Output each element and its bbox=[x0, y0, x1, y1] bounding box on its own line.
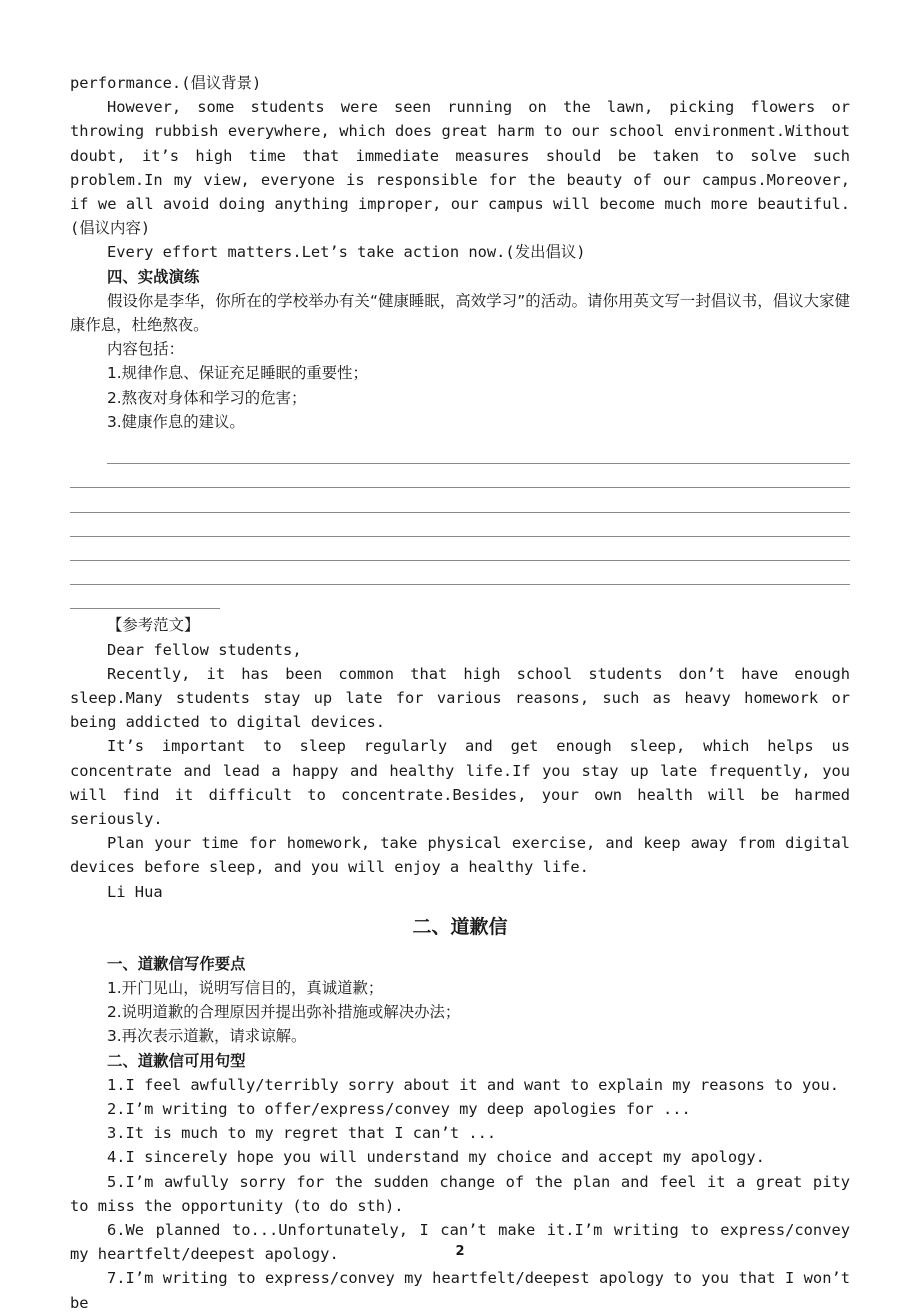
sample-signature: Li Hua bbox=[107, 882, 163, 901]
answer-line[interactable] bbox=[107, 440, 850, 464]
sentence-item: 3.It is much to my regret that I can’t ... bbox=[107, 1124, 497, 1143]
points-heading: 一、道歉信写作要点 bbox=[107, 954, 246, 973]
point-item: 2.说明道歉的合理原因并提出弥补措施或解决办法； bbox=[107, 1003, 461, 1022]
sample-paragraph: Plan your time for homework, take physical exercise, and keep away from digital devices before sleep, and you will enjoy a healthy life. bbox=[70, 834, 850, 877]
page-content bbox=[70, 71, 850, 1315]
answer-line[interactable] bbox=[70, 513, 850, 537]
sentence-item: 5.I’m awfully sorry for the sudden change of the plan and feel it a great pity to miss the opportunity (to do sth). bbox=[70, 1172, 850, 1215]
sample-paragraph: It’s important to sleep regularly and get enough sleep, which helps us concentrate and lead a happy and healthy life.If you stay up late frequently, you will find it difficult to concentrate.Besides, your own health will be harmed seriously. bbox=[70, 737, 850, 828]
section-title: 二、道歉信 bbox=[412, 915, 508, 938]
practice-heading: 四、实战演练 bbox=[107, 267, 200, 286]
intro-line: performance.(倡议背景) bbox=[70, 74, 262, 92]
sample-label: 【参考范文】 bbox=[107, 616, 200, 635]
sentences-heading: 二、道歉信可用句型 bbox=[107, 1051, 246, 1070]
answer-lines[interactable] bbox=[70, 440, 850, 609]
practice-item: 3.健康作息的建议。 bbox=[107, 412, 245, 431]
sentence-item: 7.I’m writing to express/convey my heartfelt/deepest apology to you that I won’t be bbox=[70, 1269, 850, 1312]
sample-greeting: Dear fellow students, bbox=[107, 640, 302, 659]
sentence-item: 6.We planned to...Unfortunately, I can’t make it.I’m writing to express/convey my heartfelt/deepest apology. bbox=[70, 1221, 850, 1264]
practice-item: 1.规律作息、保证充足睡眠的重要性； bbox=[107, 364, 368, 383]
practice-content-label: 内容包括： bbox=[107, 340, 184, 359]
answer-line[interactable] bbox=[70, 488, 850, 512]
answer-line[interactable] bbox=[70, 537, 850, 561]
page-number: 2 bbox=[455, 1244, 465, 1259]
sentence-item: 2.I’m writing to offer/express/convey my deep apologies for ... bbox=[107, 1100, 691, 1119]
practice-item: 2.熬夜对身体和学习的危害； bbox=[107, 388, 307, 407]
point-item: 1.开门见山，说明写信目的，真诚道歉； bbox=[107, 979, 384, 997]
sample-paragraph: Recently, it has been common that high school students don’t have enough sleep.Many students stay up late for various reasons, such as heavy homework or being addicted to digital devices. bbox=[70, 664, 850, 732]
answer-line[interactable] bbox=[70, 585, 220, 609]
intro-paragraph: However, some students were seen running on the lawn, picking flowers or throwing rubbish everywhere, which does great harm to our school environment.Without doubt, it’s high time that immediate measures should be taken to solve such problem.In my view, everyone is responsible for the beauty of our campus.Moreover, if we all avoid doing anything improper, our campus will become much more beautiful.(倡议内容) bbox=[70, 98, 850, 238]
sentence-item: 1.I feel awfully/terribly sorry about it and want to explain my reasons to you. bbox=[107, 1075, 840, 1094]
answer-line[interactable] bbox=[70, 464, 850, 488]
answer-line[interactable] bbox=[70, 561, 850, 585]
practice-prompt: 假设你是李华，你所在的学校举办有关“健康睡眠，高效学习”的活动。请你用英文写一封倡议书，倡议大家健康作息，杜绝熬夜。 bbox=[70, 291, 850, 335]
intro-closing: Every effort matters.Let’s take action now.(发出倡议) bbox=[107, 243, 586, 262]
point-item: 3.再次表示道歉，请求谅解。 bbox=[107, 1027, 307, 1046]
sentence-item: 4.I sincerely hope you will understand my choice and accept my apology. bbox=[107, 1148, 765, 1167]
